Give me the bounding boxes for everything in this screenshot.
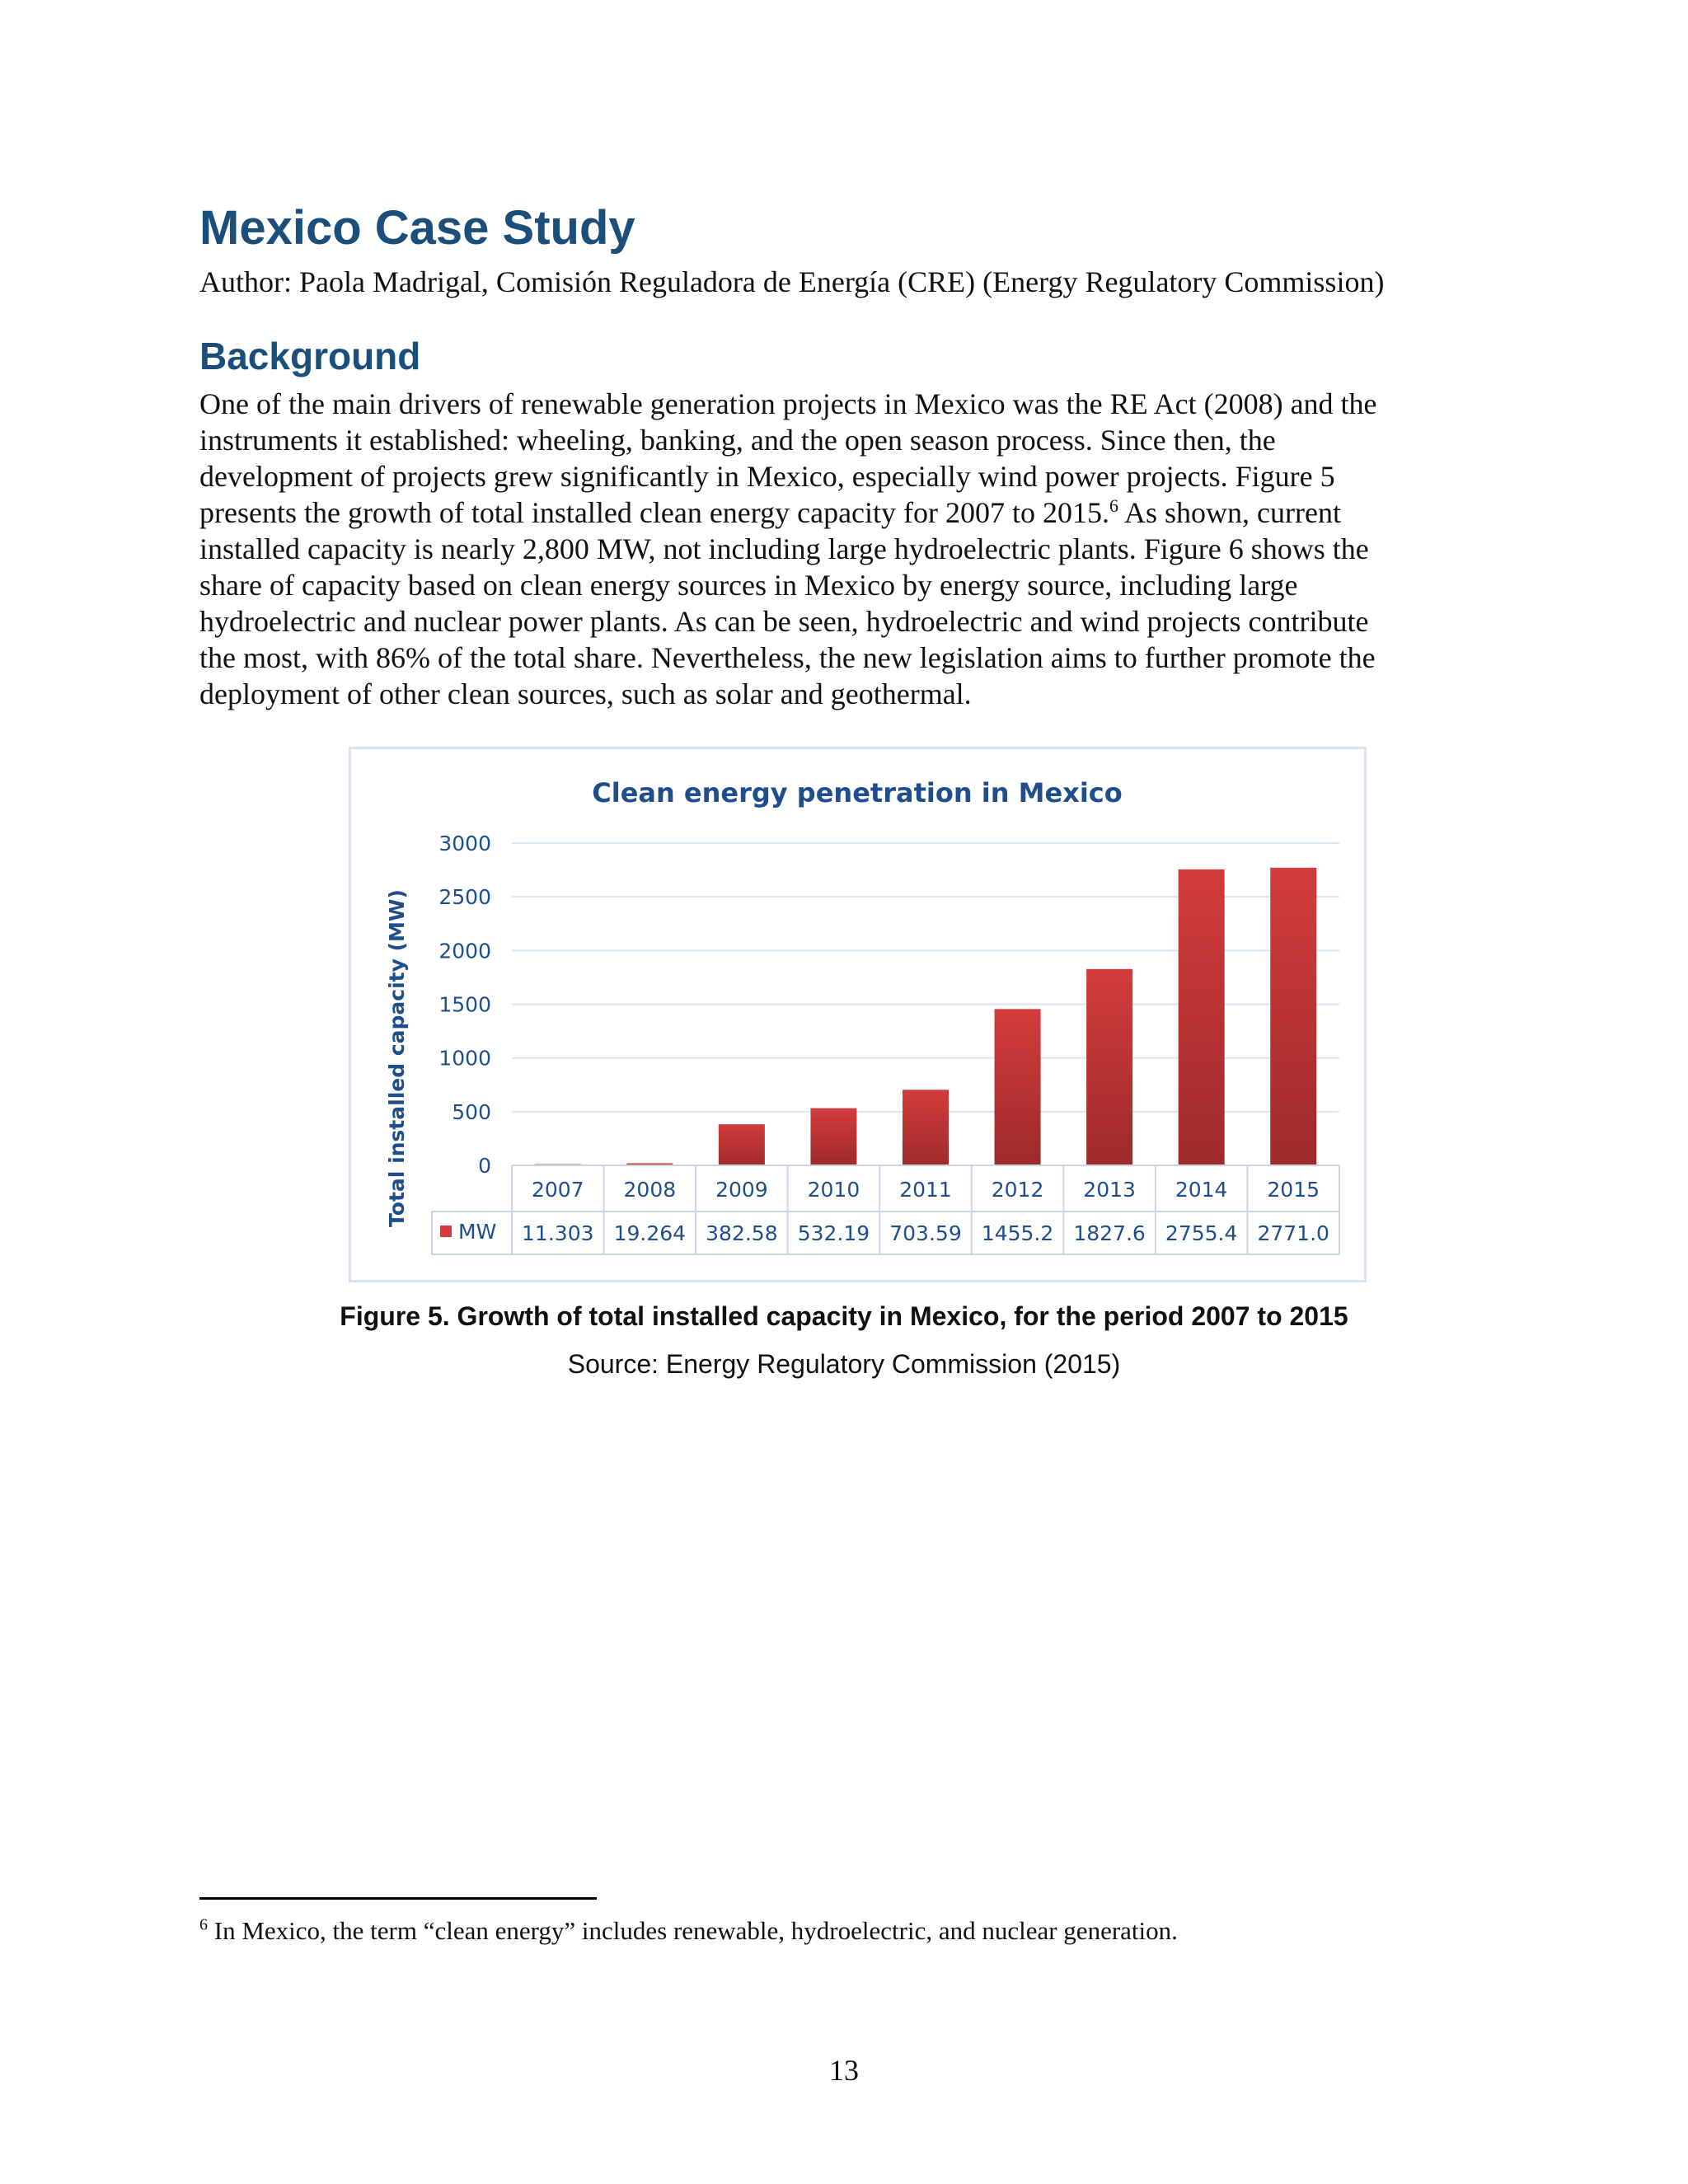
bar-2010	[810, 1108, 856, 1165]
y-tick-label: 1500	[438, 992, 491, 1017]
y-tick-label: 0	[478, 1154, 491, 1178]
footnote	[199, 1914, 1518, 1948]
paragraph-line: One of the main drivers of renewable generation projects in Mexico was the RE Act (2008) and the	[199, 387, 1377, 420]
data-label: 19.264	[613, 1221, 687, 1245]
paragraph-line: deployment of other clean sources, such as solar and geothermal.	[199, 677, 972, 710]
paragraph-line: installed capacity is nearly 2,800 MW, not including large hydroelectric plants. Figure 6 shows the	[199, 532, 1369, 565]
x-tick-label: 2010	[807, 1178, 860, 1202]
page-number: 13	[829, 2054, 859, 2087]
footnote-text: In Mexico, the term “clean energy” includes renewable, hydroelectric, and nuclear generation.	[208, 1916, 1178, 1945]
bar-2015	[1270, 868, 1316, 1165]
section-heading: Background	[199, 335, 421, 377]
bar-2013	[1086, 969, 1132, 1165]
data-label: 11.303	[522, 1221, 594, 1245]
data-label: 382.58	[706, 1221, 778, 1245]
y-tick-label: 500	[452, 1099, 491, 1124]
body-paragraph	[199, 386, 1518, 712]
paragraph-line: instruments it established: wheeling, banking, and the open season process. Since then, the	[199, 424, 1276, 457]
page-title: Mexico Case Study	[199, 201, 635, 255]
footnote-divider	[199, 1897, 597, 1900]
x-tick-label: 2008	[623, 1178, 677, 1202]
x-tick-label: 2007	[531, 1178, 584, 1202]
figure-source: Source: Energy Regulatory Commission (2015)	[567, 1349, 1121, 1379]
x-tick-label: 2014	[1175, 1178, 1228, 1202]
author-line: Author: Paola Madrigal, Comisión Reguladora de Energía (CRE) (Energy Regulatory Commission)	[199, 265, 1385, 298]
y-tick-label: 2000	[438, 939, 491, 963]
paragraph-line: hydroelectric and nuclear power plants. As can be seen, hydroelectric and wind projects contribute	[199, 605, 1369, 638]
paragraph-line: share of capacity based on clean energy sources in Mexico by energy source, including large	[199, 569, 1298, 602]
data-label: 1455.2	[981, 1221, 1054, 1245]
y-tick-label: 2500	[438, 885, 491, 910]
y-tick-label: 1000	[438, 1046, 491, 1071]
data-label: 703.59	[889, 1221, 962, 1245]
paragraph-line: development of projects grew significantly in Mexico, especially wind power projects. Figure 5	[199, 460, 1335, 493]
bar-2009	[719, 1124, 765, 1165]
legend-swatch	[440, 1226, 452, 1237]
x-tick-label: 2012	[991, 1178, 1044, 1202]
chart-title: Clean energy penetration in Mexico	[592, 777, 1123, 808]
data-label: 532.19	[797, 1221, 870, 1245]
x-tick-label: 2009	[715, 1178, 768, 1202]
bar-2012	[995, 1009, 1041, 1165]
legend-label: MW	[458, 1220, 497, 1244]
x-tick-label: 2013	[1083, 1178, 1136, 1202]
bar-2014	[1179, 869, 1225, 1165]
paragraph-line: the most, with 86% of the total share. Nevertheless, the new legislation aims to further promote the	[199, 641, 1376, 674]
figure-caption: Figure 5. Growth of total installed capacity in Mexico, for the period 2007 to 2015	[340, 1301, 1348, 1331]
footnote-reference[interactable]: 6	[1109, 495, 1119, 516]
bar-2011	[903, 1090, 949, 1165]
x-tick-label: 2015	[1267, 1178, 1320, 1202]
data-label: 1827.6	[1073, 1221, 1146, 1245]
x-tick-label: 2011	[899, 1178, 952, 1202]
y-axis-label: Total installed capacity (MW)	[385, 889, 409, 1227]
data-label: 2755.4	[1165, 1221, 1238, 1245]
bar-chart	[351, 749, 1364, 1280]
paragraph-line-4	[199, 494, 1518, 531]
paragraph-line: presents the growth of total installed clean energy capacity for 2007 to 2015.	[199, 496, 1110, 529]
paragraph-line-tail: As shown, current	[1118, 496, 1341, 529]
footnote-marker: 6	[199, 1915, 208, 1934]
chart-frame	[349, 747, 1367, 1282]
data-label: 2771.0	[1257, 1221, 1329, 1245]
y-tick-label: 3000	[438, 832, 491, 855]
